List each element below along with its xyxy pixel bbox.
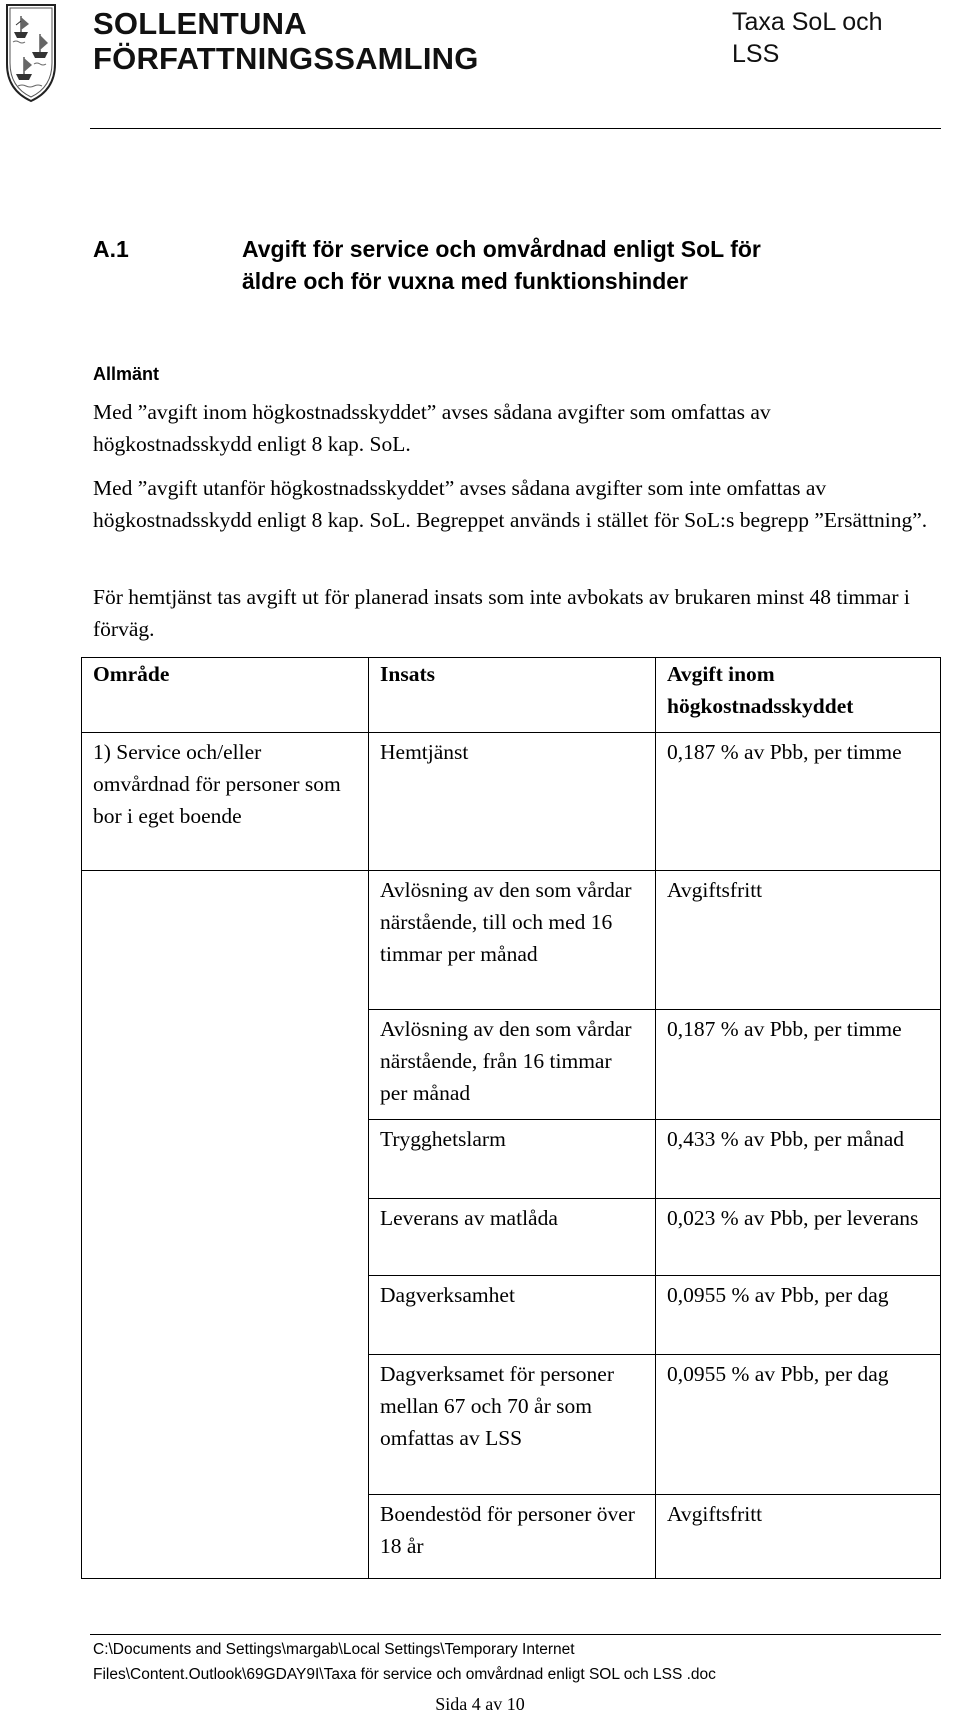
service-cell: Avlösning av den som vårdar närstående, till och med 16 timmar per månad xyxy=(369,871,656,1010)
fee-cell: 0,023 % av Pbb, per leverans xyxy=(656,1199,941,1276)
doc-tag-line-2: LSS xyxy=(732,40,780,68)
service-cell: Avlösning av den som vårdar närstående, från 16 timmar per månad xyxy=(369,1010,656,1120)
municipality-title xyxy=(93,6,479,76)
fee-cell: Avgiftsfritt xyxy=(656,871,941,1010)
footer-file-path xyxy=(93,1637,716,1687)
table-row xyxy=(82,733,941,871)
fee-cell: 0,0955 % av Pbb, per dag xyxy=(656,1276,941,1355)
service-cell: Hemtjänst xyxy=(369,733,656,871)
general-heading: Allmänt xyxy=(93,364,160,384)
service-cell: Dagverksamet för personer mellan 67 och 70 år som omfattas av LSS xyxy=(369,1355,656,1495)
fee-table xyxy=(81,657,941,1579)
column-header-fee: Avgift inom högkostnadsskyddet xyxy=(656,658,941,733)
service-cell: Dagverksamhet xyxy=(369,1276,656,1355)
footer-divider xyxy=(90,1634,941,1635)
fee-cell: 0,187 % av Pbb, per timme xyxy=(656,1010,941,1120)
footer-path-line-2: Files\Content.Outlook\69GDAY9I\Taxa för service och omvårdnad enligt SOL och LSS .doc xyxy=(93,1666,716,1683)
document-tag xyxy=(732,6,883,70)
coat-of-arms-icon xyxy=(4,2,58,104)
paragraph-within-cost-protection: Med ”avgift inom högkostnadsskyddet” avses sådana avgifter som omfattas av högkostnadsskydd enligt 8 kap. SoL. xyxy=(93,400,771,456)
area-cell-empty xyxy=(82,871,369,1579)
table-header-row xyxy=(82,658,941,733)
fee-cell: 0,0955 % av Pbb, per dag xyxy=(656,1355,941,1495)
footer-path-line-1: C:\Documents and Settings\margab\Local Settings\Temporary Internet xyxy=(93,1641,575,1658)
area-cell: 1) Service och/eller omvårdnad för personer som bor i eget boende xyxy=(82,733,369,871)
section-number: A.1 xyxy=(93,236,129,262)
column-header-area: Område xyxy=(82,658,369,733)
page-number: Sida 4 av 10 xyxy=(435,1694,525,1714)
table-row xyxy=(82,871,941,1010)
paragraph-outside-cost-protection: Med ”avgift utanför högkostnadsskyddet” avses sådana avgifter som inte omfattas av högkostnadsskydd enligt 8 kap. SoL. Begreppet används i stället för SoL:s begrepp ”Ersättning”. xyxy=(93,476,928,532)
doc-tag-line-1: Taxa SoL och xyxy=(732,8,883,36)
header-divider xyxy=(90,128,941,129)
org-title-line-1: SOLLENTUNA xyxy=(93,6,307,41)
org-title-line-2: FÖRFATTNINGSSAMLING xyxy=(93,41,479,76)
fee-cell: Avgiftsfritt xyxy=(656,1495,941,1579)
service-cell: Trygghetslarm xyxy=(369,1120,656,1199)
fee-cell: 0,433 % av Pbb, per månad xyxy=(656,1120,941,1199)
service-cell: Boendestöd för personer över 18 år xyxy=(369,1495,656,1579)
column-header-service: Insats xyxy=(369,658,656,733)
section-title-line-1: Avgift för service och omvårdnad enligt SoL för xyxy=(242,236,761,262)
paragraph-home-care-cancellation: För hemtjänst tas avgift ut för planerad insats som inte avbokats av brukaren minst 48 timmar i förväg. xyxy=(93,585,910,641)
fee-cell: 0,187 % av Pbb, per timme xyxy=(656,733,941,871)
section-title-line-2: äldre och för vuxna med funktionshinder xyxy=(242,268,689,294)
section-title xyxy=(242,233,892,297)
service-cell: Leverans av matlåda xyxy=(369,1199,656,1276)
